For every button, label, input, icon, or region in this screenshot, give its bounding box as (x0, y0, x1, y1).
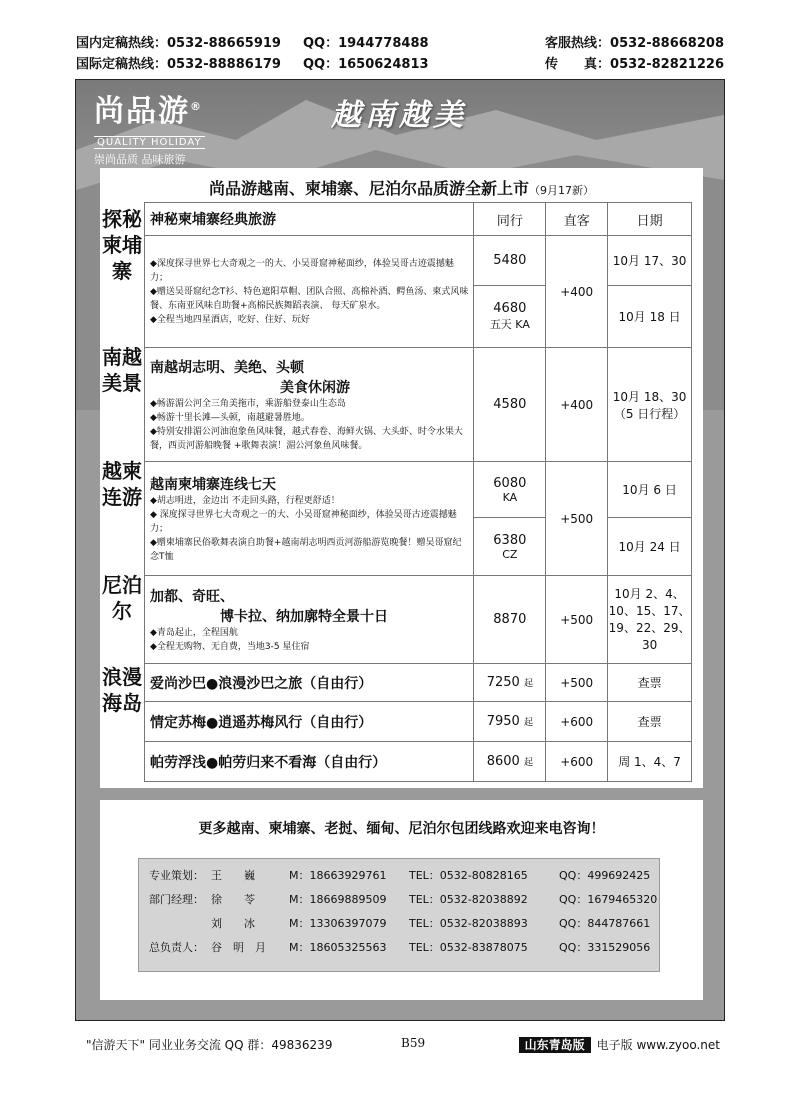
page-number: B59 (401, 1036, 426, 1050)
table-header-row (145, 203, 692, 236)
ad-frame (75, 79, 725, 1021)
table-row (145, 702, 692, 742)
combo-bullet-1: ◆胡志明进，金边出 不走回头路，行程更舒适！ (150, 495, 340, 506)
section-sidebar (100, 202, 144, 782)
service-label: 客服热线： (545, 36, 611, 51)
combo-date-1: 10月 6 日 (608, 462, 692, 518)
table-row (145, 462, 692, 518)
footer-edition: 电子版 www.zyoo.net (596, 1038, 720, 1052)
island3-title: 帕劳浮浅●帕劳归来不看海（自由行） (150, 754, 387, 771)
contact-mobile: M：18605325563 (289, 941, 387, 954)
vietnam-bullet-1: ◆畅游湄公河全三角美拖市，乘游船登泰山生态岛 (150, 398, 346, 409)
contact-role: 专业策划： (149, 869, 204, 882)
contact-name: 刘 冰 (211, 917, 255, 930)
combo-bullet-3: ◆赠柬埔寨民俗歌舞表演自助餐+越南胡志明西贡河游船游览晚餐！赠吴哥窟纪念T恤 (150, 537, 462, 562)
fax-label: 传 真： (545, 57, 611, 72)
more-tours-text: 更多越南、柬埔寨、老挝、缅甸、尼泊尔包团线路欢迎来电咨询！ (198, 821, 605, 837)
combo-price-1: 6080 (493, 475, 527, 491)
nepal-title-1: 加都、奇旺、 (150, 588, 234, 605)
combo-price-2-note: CZ (502, 547, 518, 561)
cambodia-bullet-3: ◆全程当地四星酒店，吃好、住好、玩好 (150, 314, 310, 325)
vietnam-title-2: 美食休闲游 (280, 379, 350, 396)
qq2-label: QQ： (302, 57, 339, 72)
section-label-cambodia: 探秘柬埔寨 (102, 207, 142, 283)
cambodia-bullet-1: ◆深度探寻世界七大奇观之一的大、小吴哥窟神秘面纱，体验吴哥古迹震撼魅力； (150, 258, 454, 283)
island1-unit: 起 (523, 679, 533, 689)
island3-date: 周 1、4、7 (608, 742, 692, 782)
vietnam-date-1: 10月 18、30 (612, 389, 687, 404)
intl-label: 国际定稿热线： (76, 57, 168, 72)
contact-box (138, 858, 660, 972)
contact-mobile: M：13306397079 (289, 917, 387, 930)
tour-table (144, 202, 692, 782)
logo-slogan: 崇尚品质 品味旅游 (94, 153, 186, 166)
contact-mobile: M：18663929761 (289, 869, 387, 882)
cambodia-price-1: 5480 (474, 236, 546, 286)
brand-logo (94, 86, 244, 166)
cambodia-price-2-note: 五天 KA (489, 318, 530, 331)
contact-tel: TEL：0532-82038893 (409, 917, 528, 930)
cambodia-direct: +400 (546, 236, 608, 348)
intl-phone: 0532-88886179 (167, 57, 281, 72)
section-label-vietnam: 南越美景 (102, 345, 142, 395)
cambodia-title: 神秘柬埔寨经典旅游 (150, 212, 276, 228)
contact-tel: TEL：0532-82038892 (409, 893, 528, 906)
section-label-combo: 越柬连游 (102, 459, 142, 509)
footer-group: "信游天下" 同业业务交流 QQ 群：49836239 (86, 1038, 333, 1052)
qq2: 1650624813 (338, 57, 429, 72)
contact-role: 部门经理： (149, 893, 204, 906)
cambodia-date-2: 10月 18 日 (608, 286, 692, 348)
contact-name: 谷 明 月 (211, 941, 266, 954)
hotline-header (76, 33, 724, 77)
headline (100, 176, 703, 199)
section-label-nepal: 尼泊尔 (102, 573, 142, 623)
combo-bullet-2: ◆ 深度探寻世界七大奇观之一的大、小吴哥窟神秘面纱，体验吴哥古迹震撼魅力； (150, 509, 457, 534)
island1-date: 查票 (608, 664, 692, 702)
contact-qq: QQ：1679465320 (559, 893, 658, 906)
nepal-bullet-2: ◆全程无购物、无自费，当地3-5 星住宿 (150, 641, 310, 652)
combo-direct: +500 (546, 462, 608, 576)
headline-text: 尚品游越南、柬埔寨、尼泊尔品质游全新上市 (208, 179, 529, 198)
table-row (145, 348, 692, 462)
cambodia-date-1: 10月 17、30 (608, 236, 692, 286)
vietnam-bullet-2: ◆畅游十里长滩—头顿，南越避暑胜地。 (150, 412, 310, 423)
cambodia-bullet-2: ◆赠送吴哥窟纪念T衫、特色遮阳草帽、团队合照、高棉补酒、鳄鱼汤、柬式风味餐、东南亚风味自助餐+高棉民族舞蹈表演、 每天矿泉水。 (150, 286, 469, 311)
contact-tel: TEL：0532-83878075 (409, 941, 528, 954)
contact-tel: TEL：0532-80828165 (409, 869, 528, 882)
combo-date-2: 10月 24 日 (608, 518, 692, 576)
logo-reg-mark: ® (190, 100, 203, 113)
domestic-label: 国内定稿热线： (76, 36, 168, 51)
table-row (145, 742, 692, 782)
table-row (145, 576, 692, 664)
nepal-direct: +500 (546, 576, 608, 664)
table-row (145, 664, 692, 702)
island1-direct: +500 (546, 664, 608, 702)
qq1-label: QQ： (302, 36, 339, 51)
footer-brand: 山东青岛版 (519, 1037, 591, 1053)
nepal-date: 10月 2、4、10、15、17、19、22、29、30 (608, 576, 692, 664)
domestic-phone: 0532-88665919 (167, 36, 281, 51)
vietnam-date-2: （5 日行程） (613, 406, 686, 421)
vietnam-title-1: 南越胡志明、美绝、头顿 (150, 359, 304, 376)
island1-price: 7250 (486, 675, 520, 690)
contact-role: 总负责人： (149, 941, 204, 954)
contact-qq: QQ：499692425 (559, 869, 651, 882)
island2-title: 情定苏梅●逍遥苏梅风行（自由行） (150, 714, 373, 731)
fax-phone: 0532-82821226 (610, 57, 724, 72)
contact-name: 王 巍 (211, 869, 255, 882)
island3-price: 8600 (486, 754, 520, 769)
logo-name: 尚品游 (94, 94, 190, 129)
combo-title: 越南柬埔寨连线七天 (150, 476, 276, 493)
qq1: 1944778488 (338, 36, 429, 51)
col-direct: 直客 (546, 203, 608, 236)
island2-price: 7950 (486, 714, 520, 729)
combo-price-1-note: KA (502, 490, 518, 504)
island2-direct: +600 (546, 702, 608, 742)
contact-panel (100, 800, 703, 1000)
island1-title: 爱尚沙巴●浪漫沙巴之旅（自由行） (150, 675, 373, 692)
col-date: 日期 (608, 203, 692, 236)
service-phone: 0532-88668208 (610, 36, 724, 51)
page-footer (76, 1036, 720, 1056)
col-peer: 同行 (474, 203, 546, 236)
vietnam-bullet-3: ◆特别安排湄公河油泡象鱼风味餐，越式春卷、海鲜火锅、大头虾、时令水果大餐，西贡河游船晚餐 +歌舞表演！湄公河象鱼风味餐。 (150, 426, 463, 451)
tour-panel (100, 168, 703, 788)
nepal-price: 8870 (474, 576, 546, 664)
banner-title: 越南越美 (331, 98, 467, 133)
nepal-title-2: 博卡拉、纳加廓特全景十日 (220, 608, 388, 625)
contact-mobile: M：18669889509 (289, 893, 387, 906)
island2-unit: 起 (523, 718, 533, 728)
contact-qq: QQ：844787661 (559, 917, 651, 930)
contact-qq: QQ：331529056 (559, 941, 651, 954)
contact-name: 徐 苓 (211, 893, 255, 906)
combo-price-2: 6380 (493, 532, 527, 548)
nepal-bullet-1: ◆青岛起止，全程国航 (150, 627, 238, 638)
table-row (145, 236, 692, 286)
island2-date: 查票 (608, 702, 692, 742)
headline-date: （9月17新） (529, 184, 594, 197)
section-label-island: 浪漫海岛 (102, 665, 142, 715)
cambodia-price-2: 4680 (493, 301, 527, 316)
vietnam-price: 4580 (474, 348, 546, 462)
logo-english: QUALITY HOLIDAY (94, 136, 205, 149)
island3-direct: +600 (546, 742, 608, 782)
island3-unit: 起 (523, 758, 533, 768)
vietnam-direct: +400 (546, 348, 608, 462)
